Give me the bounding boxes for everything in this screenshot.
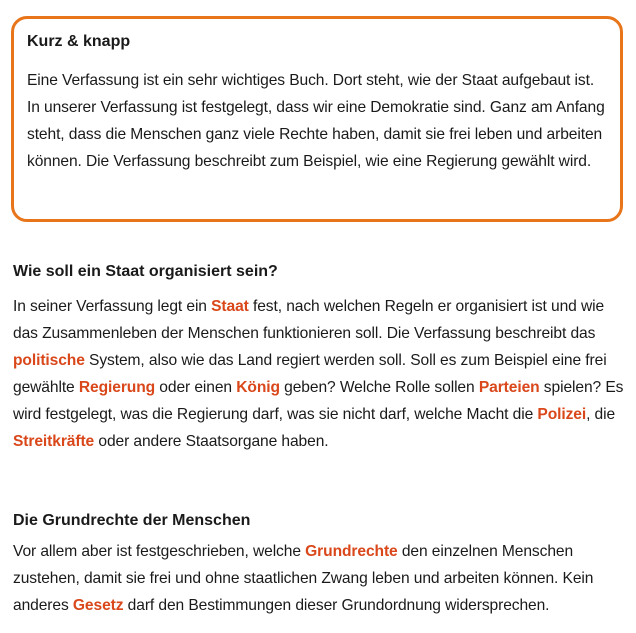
summary-box [11, 16, 623, 222]
glossary-link-gesetz[interactable]: Gesetz [72, 597, 124, 614]
glossary-link-politische[interactable]: politische [13, 352, 85, 369]
paragraph-text: geben? Welche Rolle sollen [279, 379, 479, 396]
paragraph-text: oder andere Staatsorgane haben. [94, 433, 329, 450]
section-heading-organisation: Wie soll ein Staat organisiert sein? [13, 263, 278, 280]
glossary-link-regierung[interactable]: Regierung [78, 379, 156, 396]
glossary-link-koenig[interactable]: König [236, 379, 280, 396]
glossary-link-staat[interactable]: Staat [211, 298, 249, 315]
paragraph-text: oder einen [155, 379, 237, 396]
paragraph-text: darf den Bestimmungen dieser Grundordnung widersprechen. [123, 597, 550, 614]
section-heading-grundrechte: Die Grundrechte der Menschen [13, 512, 251, 529]
section-organisation [13, 261, 628, 455]
glossary-link-polizei[interactable]: Polizei [537, 406, 587, 423]
glossary-link-grundrechte[interactable]: Grundrechte [305, 543, 398, 560]
summary-title: Kurz & knapp [27, 33, 131, 50]
paragraph-text: In seiner Verfassung legt ein [13, 298, 212, 315]
summary-text: Eine Verfassung ist ein sehr wichtiges Buch. Dort steht, wie der Staat aufgebaut ist. In unserer Verfassung ist festgelegt, dass wir eine Demokratie sind. Ganz am Anfang steht, dass die Menschen ganz viele Rechte haben, damit sie frei leben und arbeiten können. Die Verfassung beschreibt zum Beispiel, wie eine Regierung gewählt wird. [27, 72, 605, 170]
paragraph-text: , die [586, 406, 616, 423]
paragraph-text: spielen? Es wird festgelegt, was die Regierung darf, was sie nicht darf, welche Macht die [13, 379, 624, 423]
glossary-link-streitkraefte[interactable]: Streitkräfte [13, 433, 95, 450]
glossary-link-parteien[interactable]: Parteien [478, 379, 540, 396]
paragraph-text: Vor allem aber ist festgeschrieben, welche [13, 543, 306, 560]
section-paragraph-organisation [13, 293, 628, 455]
section-grundrechte [13, 510, 628, 619]
section-paragraph-grundrechte [13, 538, 628, 619]
paragraph-text: System, also wie das Land regiert werden soll. Soll es zum Beispiel eine frei gewählte [13, 352, 607, 396]
paragraph-text: den einzelnen Menschen zustehen, damit sie frei und ohne staatlichen Zwang leben und arbeiten können. Kein anderes [13, 543, 594, 614]
paragraph-text: fest, nach welchen Regeln er organisiert ist und wie das Zusammenleben der Menschen funktionieren soll. Die Verfassung beschreibt das [13, 298, 605, 342]
